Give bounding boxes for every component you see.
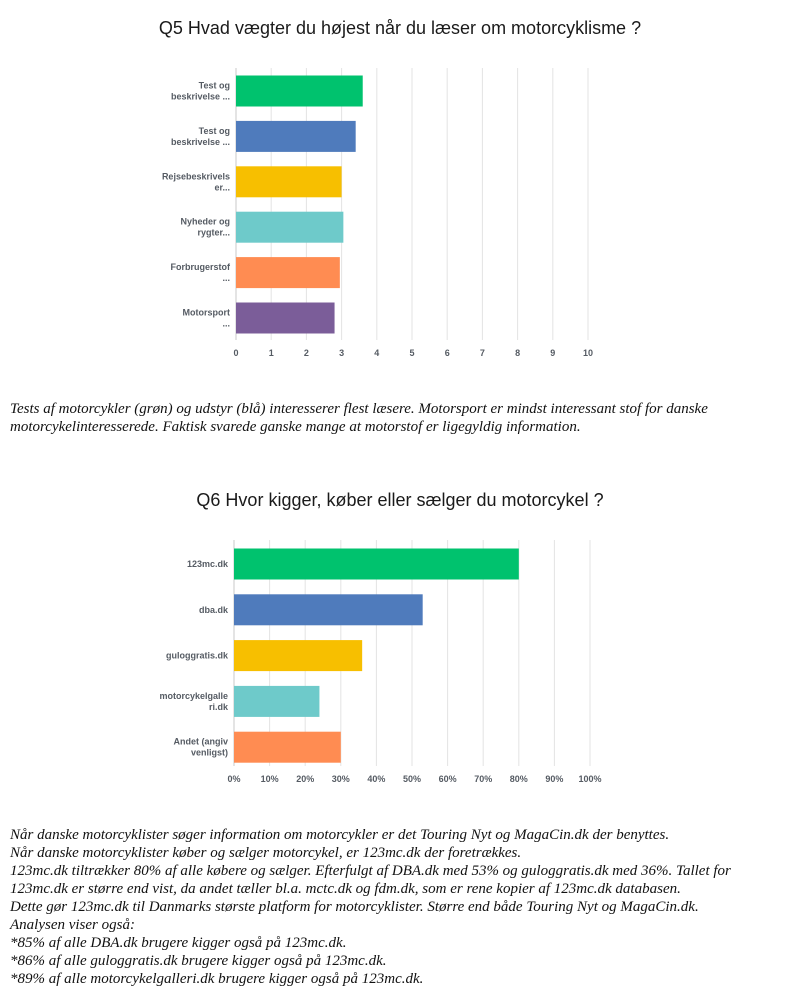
tick-label: 5 bbox=[409, 348, 415, 358]
bar bbox=[236, 76, 363, 107]
analysis-text-q5 bbox=[10, 400, 795, 436]
analysis-line: 123mc.dk tiltrækker 80% af alle købere og sælger. Efterfulgt af DBA.dk med 53% og guloggratis.dk med 36%. Tallet for bbox=[10, 863, 731, 879]
analysis-line: Når danske motorcyklister køber og sælger motorcykel, er 123mc.dk der foretrækkes. bbox=[10, 845, 522, 861]
tick-label: 10% bbox=[260, 774, 279, 784]
category-label: Andet (angiv venligst) bbox=[173, 736, 228, 758]
tick-label: 6 bbox=[444, 348, 450, 358]
tick-label: 4 bbox=[374, 348, 380, 358]
analysis-line: Analysen viser også: bbox=[10, 917, 135, 933]
bar bbox=[234, 549, 519, 580]
analysis-line: *85% af alle DBA.dk brugere kigger også på 123mc.dk. bbox=[10, 935, 347, 951]
chart-q6 bbox=[0, 530, 800, 790]
category-label: Rejsebeskrivels er... bbox=[161, 171, 230, 193]
category-label: Motorsport ... bbox=[182, 307, 230, 329]
tick-label: 50% bbox=[402, 774, 422, 784]
chart-q5 bbox=[0, 60, 800, 370]
bar bbox=[234, 640, 362, 671]
bar bbox=[234, 594, 423, 625]
tick-label: 80% bbox=[509, 774, 528, 784]
category-label: motorcykelgalle ri.dk bbox=[159, 690, 228, 712]
analysis-line: *86% af alle guloggratis.dk brugere kigger også på 123mc.dk. bbox=[10, 953, 387, 969]
chart-title-q5: Q5 Hvad vægter du højest når du læser om motorcyklisme ? bbox=[158, 18, 642, 38]
category-label: Nyheder og rygter... bbox=[180, 216, 230, 238]
bar bbox=[236, 166, 342, 197]
category-label: 123mc.dk bbox=[186, 559, 228, 569]
tick-label: 10 bbox=[582, 348, 594, 358]
tick-label: 100% bbox=[578, 774, 602, 784]
tick-label: 0% bbox=[227, 774, 241, 784]
category-label: guloggratis.dk bbox=[165, 650, 228, 661]
bar bbox=[236, 121, 356, 152]
analysis-line: 123mc.dk er større end vist, da andet tæller bl.a. mctc.dk og fdm.dk, som er rene kopier af 123mc.dk databasen. bbox=[10, 881, 681, 897]
tick-label: 9 bbox=[550, 348, 556, 358]
analysis-line: Tests af motorcykler (grøn) og udstyr (blå) interesserer flest læsere. Motorsport er mindst interessant stof for danske motorcykelinteresserede. Faktisk svarede ganske mange at motorstof er ligegyldig information. bbox=[10, 401, 708, 435]
bar bbox=[236, 212, 343, 243]
tick-label: 3 bbox=[339, 348, 345, 358]
tick-label: 2 bbox=[303, 348, 309, 358]
tick-label: 70% bbox=[474, 774, 493, 784]
tick-label: 40% bbox=[367, 774, 386, 784]
tick-label: 60% bbox=[438, 774, 457, 784]
analysis-line: Dette gør 123mc.dk til Danmarks største platform for motorcyklister. Større end både Touring Nyt og MagaCin.dk. bbox=[10, 899, 699, 915]
analysis-line: Når danske motorcyklister søger information om motorcykler er det Touring Nyt og MagaCin.dk der benyttes. bbox=[10, 827, 670, 843]
analysis-text-q6 bbox=[10, 826, 795, 988]
analysis-line: *89% af alle motorcykelgalleri.dk brugere kigger også på 123mc.dk. bbox=[10, 971, 424, 987]
bar bbox=[234, 732, 341, 763]
tick-label: 30% bbox=[331, 774, 350, 784]
category-label: Test og beskrivelse ... bbox=[170, 80, 230, 102]
tick-label: 20% bbox=[296, 774, 315, 784]
category-label: dba.dk bbox=[198, 604, 228, 615]
tick-label: 7 bbox=[479, 348, 485, 358]
category-label: Test og beskrivelse ... bbox=[170, 125, 230, 147]
tick-label: 90% bbox=[545, 774, 564, 784]
tick-label: 1 bbox=[268, 348, 274, 358]
category-label: Forbrugerstof ... bbox=[170, 262, 230, 284]
bar bbox=[234, 686, 319, 717]
tick-label: 0 bbox=[233, 348, 239, 358]
bar bbox=[236, 303, 335, 334]
bar bbox=[236, 257, 340, 288]
tick-label: 8 bbox=[515, 348, 521, 358]
chart-title-q6: Q6 Hvor kigger, køber eller sælger du motorcykel ? bbox=[196, 490, 604, 510]
